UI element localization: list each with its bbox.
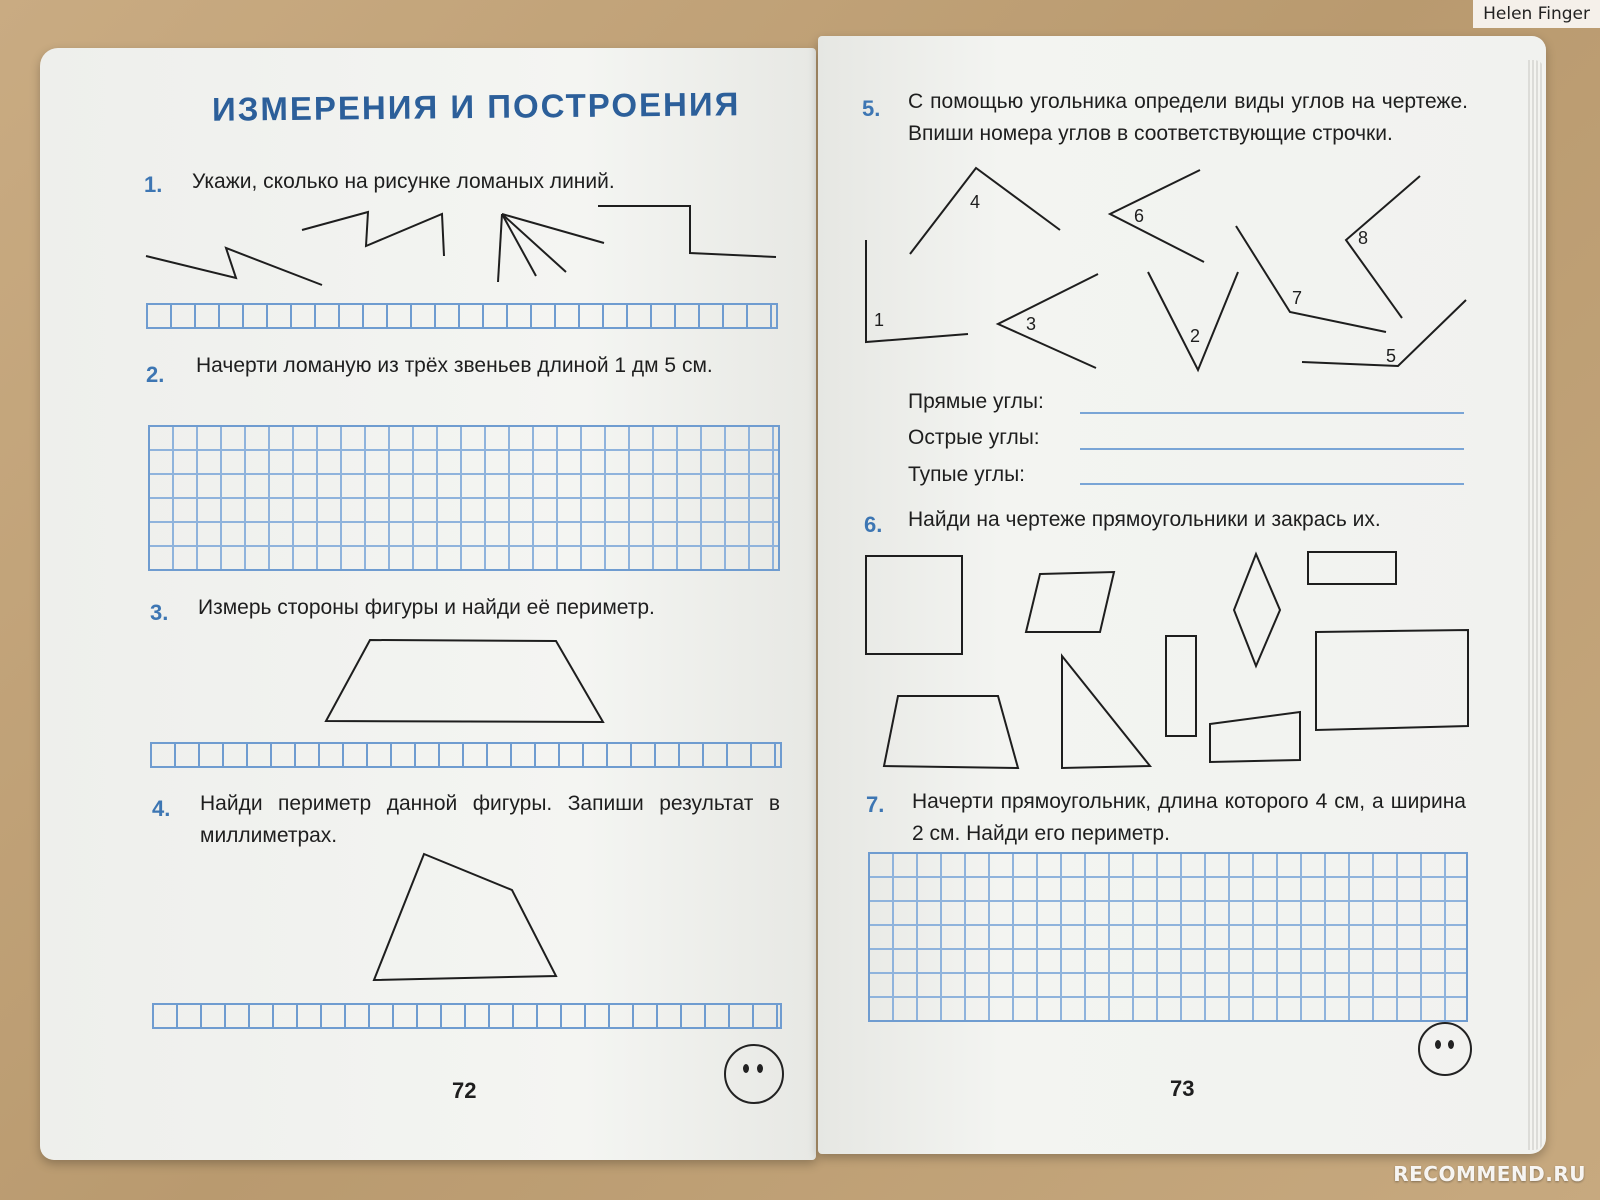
author-watermark: Helen Finger	[1473, 0, 1600, 28]
task-4-text: Найди периметр данной фигуры. Запиши результат в миллиметрах.	[200, 792, 780, 847]
task-2-number: 2.	[146, 362, 165, 387]
shape-parallelogram	[1026, 572, 1114, 632]
angle-label-1: 1	[874, 310, 885, 330]
smiley-right-icon	[1418, 1022, 1472, 1076]
shape-rhombus	[1234, 554, 1280, 666]
shape-square	[866, 556, 962, 654]
angle-label-6: 6	[1134, 206, 1145, 226]
answer-grid-7	[868, 852, 1468, 1022]
task-5-number: 5.	[862, 96, 881, 121]
shape-tall-rect	[1166, 636, 1196, 736]
obtuse-angles-label: Тупые углы:	[908, 463, 1026, 486]
angle-label-2: 2	[1190, 326, 1201, 346]
shape-quad	[1210, 712, 1300, 762]
shape-triangle	[1062, 656, 1150, 768]
task-6-number: 6.	[864, 512, 883, 537]
page-number-left: 72	[452, 1078, 477, 1103]
angle-label-4: 4	[970, 192, 981, 212]
shape-large-rect	[1316, 630, 1468, 730]
task-1-number: 1.	[144, 172, 163, 197]
task-2-text: Начерти ломаную из трёх звеньев длиной 1 дм 5 см.	[196, 354, 713, 377]
task-5-text: С помощью угольника определи виды углов на чертеже. Впиши номера углов в соответствующие строчки.	[908, 90, 1468, 145]
task-1-text: Укажи, сколько на рисунке ломаных линий.	[192, 170, 615, 193]
page-number-right: 73	[1170, 1076, 1195, 1101]
angle-label-3: 3	[1026, 314, 1037, 334]
shape-trapezoid	[884, 696, 1018, 768]
task-4-number: 4.	[152, 796, 171, 821]
task-7-number: 7.	[866, 792, 885, 817]
page-title: ИЗМЕРЕНИЯ И ПОСТРОЕНИЯ	[211, 85, 741, 128]
acute-angles-label: Острые углы:	[908, 426, 1040, 449]
shape-small-rect	[1308, 552, 1396, 584]
task-7-text: Начерти прямоугольник, длина которого 4 см, а ширина 2 см. Найди его периметр.	[912, 790, 1466, 845]
right-angles-label: Прямые углы:	[908, 390, 1044, 413]
site-watermark: RECOMMEND.RU	[1393, 1162, 1586, 1186]
task-6-text: Найди на чертеже прямоугольники и закрась их.	[908, 508, 1381, 531]
angle-label-8: 8	[1358, 228, 1369, 248]
angle-label-5: 5	[1386, 346, 1397, 366]
task-3-text: Измерь стороны фигуры и найди её периметр.	[198, 596, 655, 619]
angle-label-7: 7	[1292, 288, 1303, 308]
task-3-number: 3.	[150, 600, 169, 625]
